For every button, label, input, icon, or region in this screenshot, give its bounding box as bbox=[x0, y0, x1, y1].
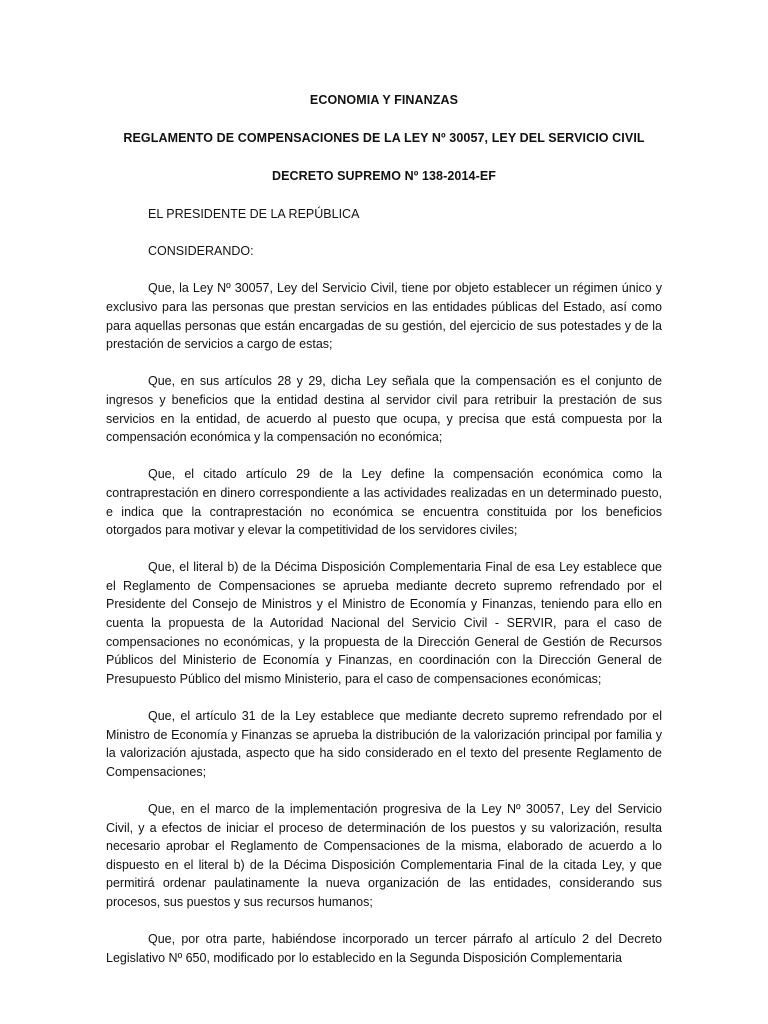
paragraph: Que, la Ley Nº 30057, Ley del Servicio Civil, tiene por objeto establecer un régimen único y exclusivo para las personas que prestan servicios en las entidades públicas del Estado, así como para aquellas personas que están encargadas de su gestión, del ejercicio de sus potestades y de la prestación de servicios a cargo de estas; bbox=[106, 281, 662, 352]
considerando-label: CONSIDERANDO: bbox=[148, 244, 254, 259]
regulation-title: REGLAMENTO DE COMPENSACIONES DE LA LEY Nº 30057, LEY DEL SERVICIO CIVIL bbox=[123, 131, 645, 145]
paragraph: Que, el artículo 31 de la Ley establece que mediante decreto supremo refrendado por el Ministro de Economía y Finanzas se aprueba la distribución de la valorización principal por familia y la valorización ajustada, aspecto que ha sido considerado en el texto del presente Reglamento de Compensaciones; bbox=[106, 709, 662, 779]
paragraph: Que, en sus artículos 28 y 29, dicha Ley señala que la compensación es el conjunto de ingresos y beneficios que la entidad destina al servidor civil para retribuir la prestación de sus servicios en la entidad, de acuerdo al puesto que ocupa, y precisa que está compuesta por la compensación económica y la compensación no económica; bbox=[106, 374, 662, 445]
paragraph: Que, en el marco de la implementación progresiva de la Ley Nº 30057, Ley del Servicio Civil, y a efectos de iniciar el proceso de determinación de los puestos y su valorización, resulta necesario aprobar el Reglamento de Compensaciones de la misma, elaborado de acuerdo a lo dispuesto en el literal b) de la Décima Disposición Complementaria Final de la citada Ley, y que permitirá ordenar paulatinamente la nueva organización de las entidades, considerando sus procesos, sus puestos y sus recursos humanos; bbox=[106, 802, 662, 909]
paragraph: Que, el citado artículo 29 de la Ley define la compensación económica como la contraprestación en dinero correspondiente a las actividades realizadas en un determinado puesto, e indica que la contraprestación no económica se encuentra constituida por los beneficios otorgados para motivar y elevar la competitividad de los servidores civiles; bbox=[106, 467, 662, 538]
section-title: ECONOMIA Y FINANZAS bbox=[309, 93, 459, 107]
document-body bbox=[106, 92, 662, 986]
decree-title: DECRETO SUPREMO Nº 138-2014-EF bbox=[271, 169, 497, 183]
paragraph: Que, por otra parte, habiéndose incorporado un tercer párrafo al artículo 2 del Decreto Legislativo Nº 650, modificado por lo establecido en la Segunda Disposición Complementaria bbox=[106, 932, 662, 965]
president-line: EL PRESIDENTE DE LA REPÚBLICA bbox=[148, 207, 360, 221]
paragraph: Que, el literal b) de la Décima Disposición Complementaria Final de esa Ley establece que el Reglamento de Compensaciones se aprueba mediante decreto supremo refrendado por el Presidente del Consejo de Ministros y el Ministro de Economía y Finanzas, teniendo para ello en cuenta la propuesta de la Autoridad Nacional del Servicio Civil - SERVIR, para el caso de compensaciones no económicas, y la propuesta de la Dirección General de Gestión de Recursos Públicos del Ministerio de Economía y Finanzas, en coordinación con la Dirección General de Presupuesto Público del mismo Ministerio, para el caso de compensaciones económicas; bbox=[106, 560, 662, 686]
